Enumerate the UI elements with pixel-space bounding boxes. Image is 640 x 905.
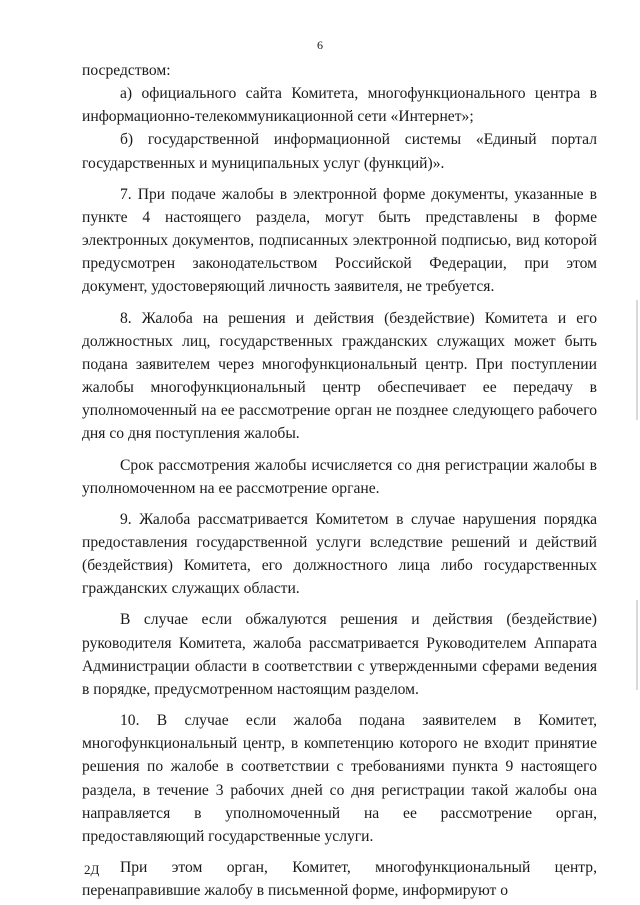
scan-edge-mark (636, 600, 638, 690)
paragraph-8: 8. Жалоба на решения и действия (бездействие) Комитета и его должностных лиц, государственных гражданских служащих может быть подана заявителем через многофункциональный центр. При поступлении жалобы многофункциональный центр обеспечивает ее передачу в уполномоченный на ее рассмотрение орган не позднее следующего рабочего дня со дня поступления жалобы. (82, 309, 597, 443)
paragraph-item-a: а) официального сайта Комитета, многофункционального центра в информационно-телекоммуникационной сети «Интернет»; (82, 85, 597, 126)
paragraph-intro: посредством: (82, 62, 171, 79)
paragraph-item-b: б) государственной информационной системы «Единый портал государственных и муниципальных услуг (функций)». (82, 131, 597, 172)
paragraph-10: 10. В случае если жалоба подана заявителем в Комитет, многофункциональный центр, в компетенцию которого не входит принятие решения по жалобе в соответствии с требованиями пункта 9 настоящего раздела, в течение 3 рабочих дней со дня регистрации такой жалобы она направляется в уполномоченный на ее рассмотрение орган, предоставляющий государственные услуги. (82, 712, 597, 845)
document-body (82, 59, 597, 902)
page-number: 6 (317, 38, 323, 52)
paragraph-redirect: При этом орган, Комитет, многофункциональный центр, перенаправившие жалобу в письменной форме, информируют о (82, 859, 597, 900)
paragraph-head-appeal: В случае если обжалуются решения и действия (бездействие) руководителя Комитета, жалоба рассматривается Руководителем Аппарата Администрации области в соответствии с утвержденными сферами ведения в порядке, предусмотренном настоящим разделом. (82, 611, 597, 698)
paragraph-review-period: Срок рассмотрения жалобы исчисляется со дня регистрации жалобы в уполномоченном на ее рассмотрение органе. (82, 456, 597, 497)
paragraph-7: 7. При подаче жалобы в электронной форме документы, указанные в пункте 4 настоящего раздела, могут быть представлены в форме электронных документов, подписанных электронной подписью, вид которой предусмотрен законодательством Российской Федерации, при этом документ, удостоверяющий личность заявителя, не требуется. (82, 185, 597, 296)
paragraph-9: 9. Жалоба рассматривается Комитетом в случае нарушения порядка предоставления государственной услуги вследствие решений и действий (бездействия) Комитета, его должностного лица либо государственных гражданских служащих области. (82, 510, 597, 598)
scan-edge-mark (636, 300, 638, 420)
footer-code: 2Д (84, 862, 100, 877)
